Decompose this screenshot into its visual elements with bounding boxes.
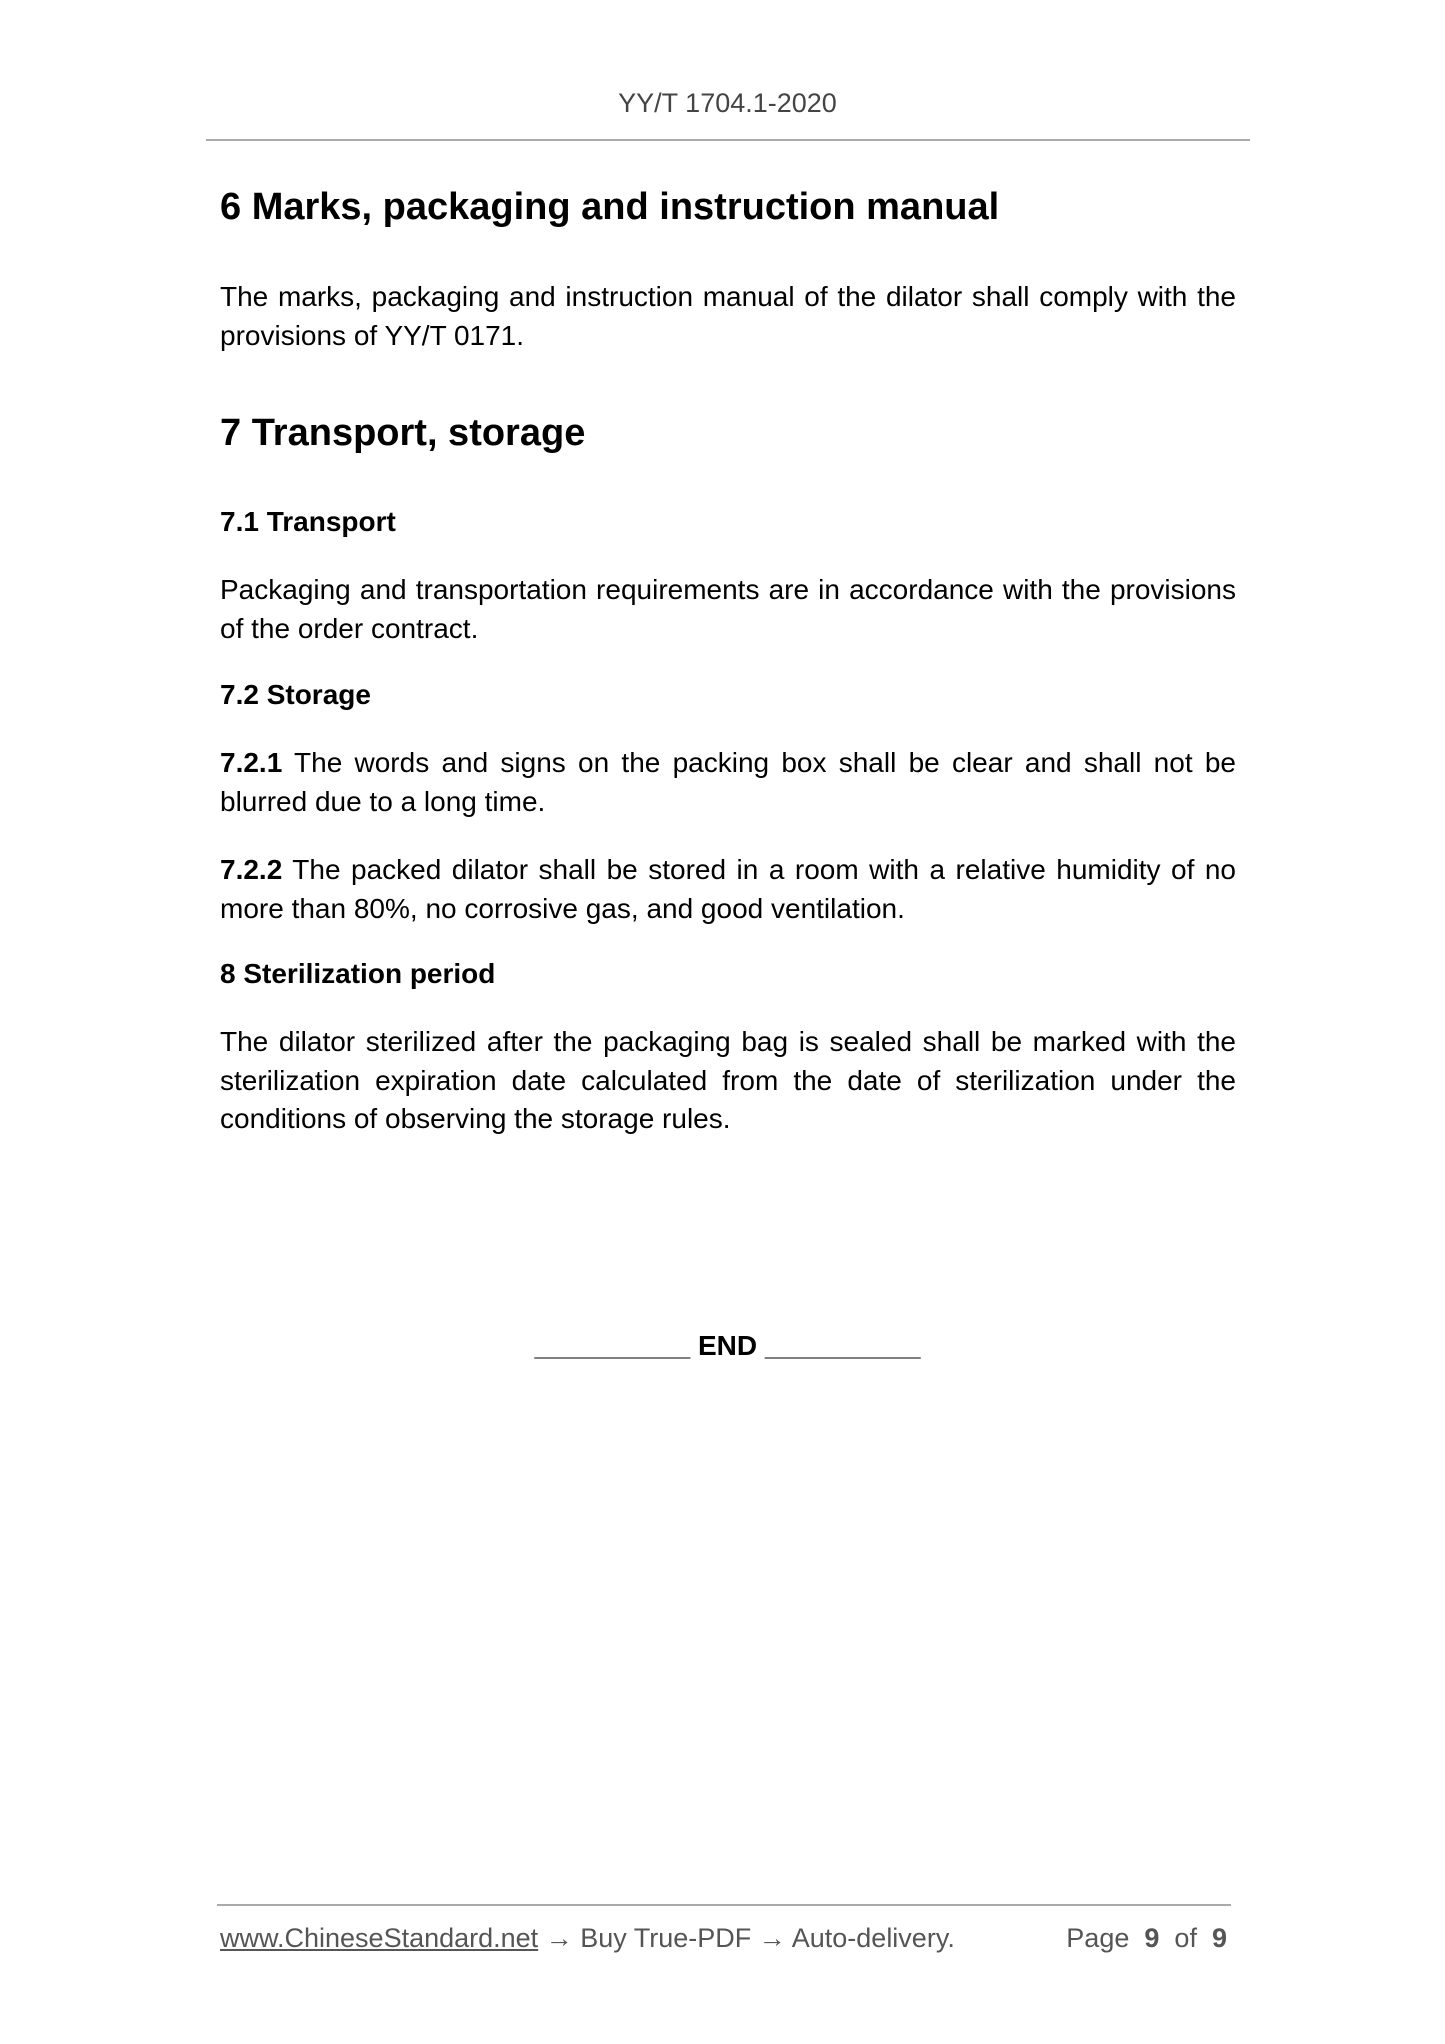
section-6-heading: 6 Marks, packaging and instruction manual (220, 186, 1000, 228)
section-6-body: The marks, packaging and instruction manual of the dilator shall comply with the provisions of YY/T 0171. (220, 281, 1236, 351)
footer-text: → Buy True-PDF → Auto-delivery. (538, 1923, 955, 1953)
section-7-1-body: Packaging and transportation requirements are in accordance with the provisions of the order contract. (220, 574, 1236, 644)
footer-promo (220, 1923, 955, 1954)
clause-7-2-1 (220, 744, 1236, 821)
section-8-heading: 8 Sterilization period (220, 958, 496, 989)
clause-number: 7.2.2 (220, 854, 283, 885)
section-8-body: The dilator sterilized after the packaging bag is sealed shall be marked with the sterilization expiration date calculated from the date of sterilization under the conditions of observing the storage rules. (220, 1026, 1236, 1134)
of-label: of (1174, 1923, 1197, 1953)
page-total: 9 (1211, 1923, 1227, 1953)
running-header: YY/T 1704.1-2020 (618, 88, 837, 118)
clause-7-2-2 (220, 851, 1236, 928)
website-link[interactable]: www.ChineseStandard.net (220, 1923, 539, 1953)
page-current: 9 (1144, 1923, 1160, 1953)
clause-text: The words and signs on the packing box shall be clear and shall not be blurred due to a long time. (220, 747, 1236, 817)
section-7-2-heading: 7.2 Storage (220, 679, 371, 710)
end-marker: __________ END __________ (534, 1330, 921, 1361)
section-7-heading: 7 Transport, storage (220, 412, 586, 454)
clause-number: 7.2.1 (220, 747, 283, 778)
page-label: Page (1066, 1923, 1130, 1953)
clause-text: The packed dilator shall be stored in a room with a relative humidity of no more than 80%, no corrosive gas, and good ventilation. (220, 854, 1236, 924)
header-divider (206, 139, 1250, 141)
section-7-1-heading: 7.1 Transport (220, 506, 396, 537)
page-number (1066, 1923, 1227, 1954)
footer-divider (217, 1904, 1231, 1906)
